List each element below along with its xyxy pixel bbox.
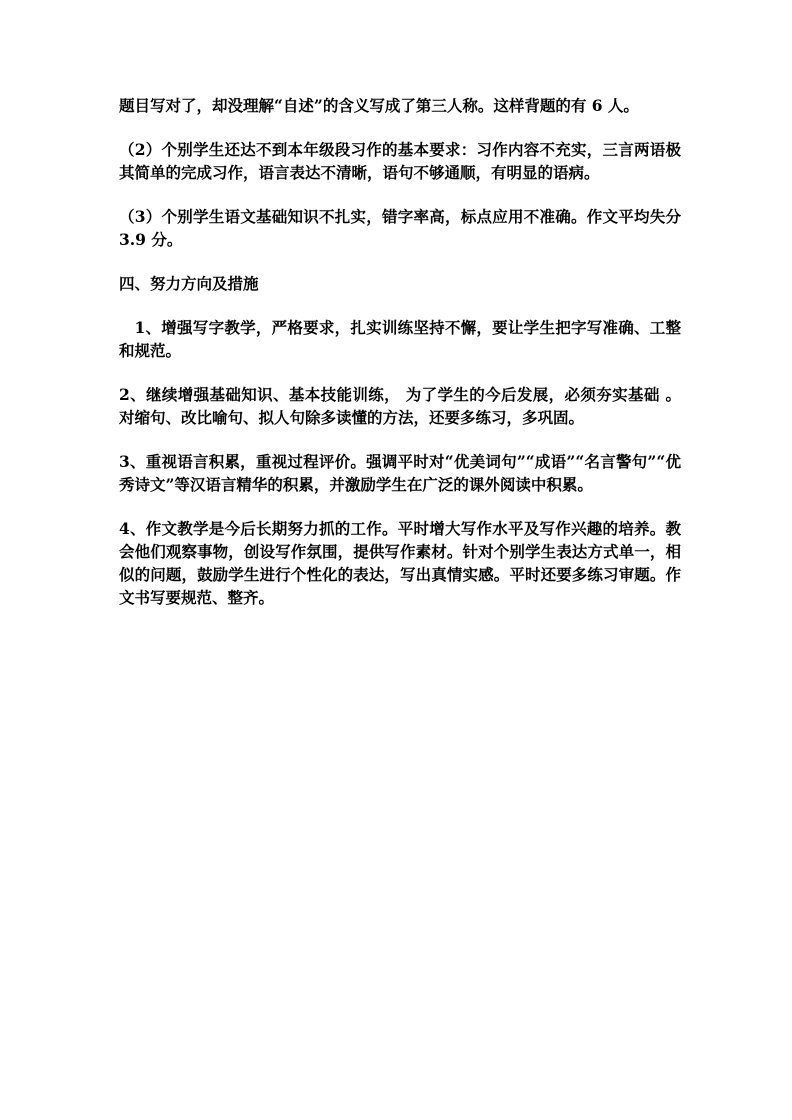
section-heading-measures: 四、努力方向及措施 <box>119 274 259 293</box>
paragraph-measure-1: 1、增强写字教学，严格要求，扎实训练坚持不懈，要让学生把字写准确、工整和规范。 <box>119 318 681 360</box>
paragraph-topic-misunderstanding: 题目写对了，却没理解“自述”的含义写成了第三人称。这样背题的有 6 人。 <box>119 96 639 115</box>
paragraph-issue-2: （2）个别学生还达不到本年级段习作的基本要求：习作内容不充实，三言两语极其简单的完成习作，语言表达不清晰，语句不够通顺，有明显的语病。 <box>119 140 681 182</box>
paragraph-measure-4: 4、作文教学是今后长期努力抓的工作。平时增大写作水平及写作兴趣的培养。教会他们观察事物，创设写作氛围，提供写作素材。针对个别学生表达方式单一，相似的问题，鼓励学生进行个性化的表达，写出真情实感。平时还要多练习审题。作文书写要规范、整齐。 <box>119 519 681 607</box>
document-body <box>119 94 681 630</box>
paragraph-issue-3: （3）个别学生语文基础知识不扎实，错字率高，标点应用不准确。作文平均失分 3.9 分。 <box>119 207 681 249</box>
paragraph-measure-2: 2、继续增强基础知识、基本技能训练， 为了学生的今后发展，必须夯实基础 。对缩句、改比喻句、拟人句除多读懂的方法，还要多练习，多巩固。 <box>119 385 681 427</box>
paragraph-measure-3: 3、重视语言积累，重视过程评价。强调平时对“优美词句”“成语”“名言警句”“优秀诗文”等汉语言精华的积累，并激励学生在广泛的课外阅读中积累。 <box>119 452 681 494</box>
